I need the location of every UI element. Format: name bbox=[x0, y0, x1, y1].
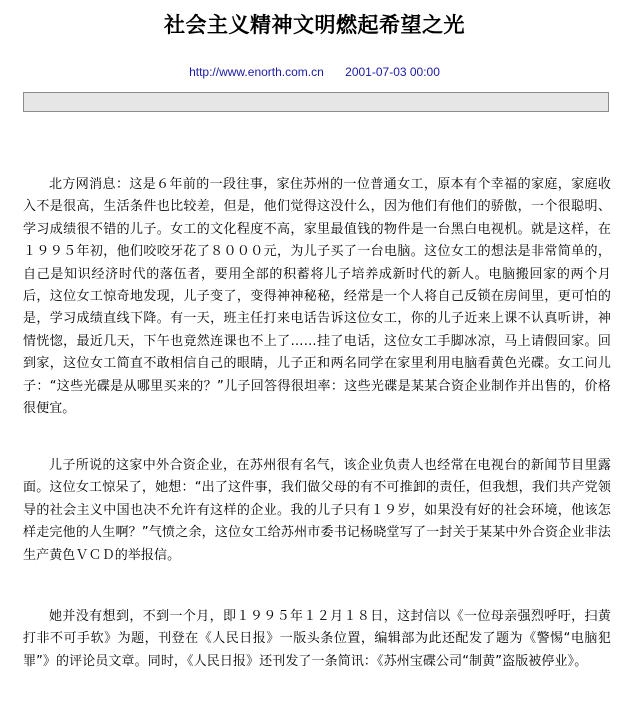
article-paragraph-3: 她并没有想到，不到一个月，即１９９５年１２月１８日，这封信以《一位母亲强烈呼吁，扫黄打非不可手软》为题，刊登在《人民日报》一版头条位置，编辑部为此还配发了题为《警惕“电脑犯罪”》的评论员文章。同时，《人民日报》还刊发了一条简讯：《苏州宝碟公司“制黄”盗版被停业》。 bbox=[23, 609, 611, 669]
source-url[interactable]: http://www.enorth.com.cn bbox=[189, 65, 324, 79]
publish-datetime: 2001-07-03 00:00 bbox=[345, 65, 440, 79]
article-paragraph-2: 儿子所说的这家中外合资企业，在苏州很有名气，该企业负责人也经常在电视台的新闻节目里露面。这位女工惊呆了，她想：“出了这件事，我们做父母的有不可推卸的责任，但我想，我们共产党领导的社会主义中国也决不允许有这样的企业。我的儿子只有１９岁，如果没有好的社会环境，他该怎样走完他的人生啊？”气愤之余，这位女工给苏州市委书记杨晓堂写了一封关于某某中外合资企业非法生产黄色ＶＣＤ的举报信。 bbox=[23, 458, 611, 563]
article-title: 社会主义精神文明燃起希望之光 bbox=[164, 13, 465, 37]
article-paragraph-1: 北方网消息：这是６年前的一段往事，家住苏州的一位普通女工，原本有个幸福的家庭，家庭收入不是很高，生活条件也比较差，但是，他们觉得这没什么，因为他们有他们的骄傲，一个很聪明、学习成绩很不错的儿子。女工的文化程度不高，家里最值钱的物件是一台黑白电视机。就是这样，在１９９５年初，他们咬咬牙花了８０００元，为儿子买了一台电脑。这位女工的想法是非常简单的，自己是知识经济时代的落伍者，要用全部的积蓄将儿子培养成新时代的新人。电脑搬回家的两个月后，这位女工惊奇地发现，儿子变了，变得神神秘秘，经常是一个人将自己反锁在房间里，更可怕的是，学习成绩直线下降。有一天，班主任打来电话告诉这位女工，你的儿子近来上课不认真听讲，神情恍惚，最近几天，下午也竟然连课也不上了……挂了电话，这位女工手脚冰凉，马上请假回家。回到家，这位女工简直不敢相信自己的眼睛，儿子正和两名同学在家里利用电脑看黄色光碟。女工问儿子：“这些光碟是从哪里买来的？”儿子回答得很坦率：这些光碟是某某合资企业制作并出售的，价格很便宜。 bbox=[23, 177, 611, 417]
banner-placeholder bbox=[23, 92, 609, 112]
article-meta bbox=[0, 64, 629, 80]
